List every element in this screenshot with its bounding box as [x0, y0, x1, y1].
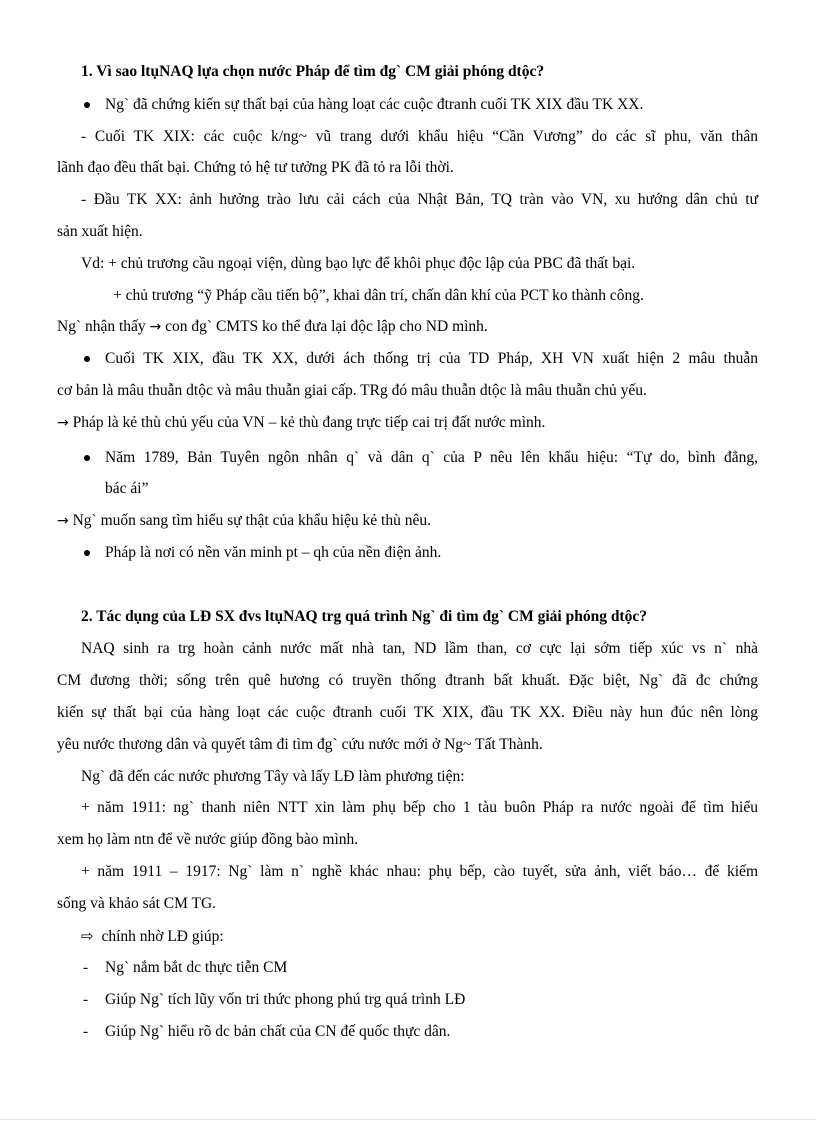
section1-para1-line1: - Cuối TK XIX: các cuộc k/ng~ vũ trang dưới khẩu hiệu “Cần Vương” do các sĩ phu, văn thân — [81, 128, 758, 145]
conclusion2-text: Pháp là kẻ thù chủ yếu của VN – kẻ thù đang trực tiếp cai trị đất nước mình. — [72, 414, 546, 431]
section2-para1-line1: NAQ sinh ra trg hoàn cảnh nước mất nhà tan, ND lầm than, cơ cực lại sớm tiếp xúc vs n` nhà — [81, 640, 758, 657]
section1-example2: + chủ trương “ỹ Pháp cầu tiến bộ”, khai dân trí, chấn dân khí của PCT ko thành công. — [113, 287, 644, 304]
hollow-arrow-right-icon: ⇨ — [81, 927, 94, 945]
bullet-icon — [84, 356, 90, 362]
section1-heading: 1. Vì sao ltụNAQ lựa chọn nước Pháp để tìm đg` CM giải phóng dtộc? — [81, 63, 545, 80]
section2-para4-line1: + năm 1911 – 1917: Ng` làm n` nghề khác nhau: phụ bếp, cào tuyết, sửa ảnh, viết báo… để kiếm — [81, 863, 758, 880]
arrow-line-text: chính nhờ LĐ giúp: — [101, 928, 224, 945]
section2-dash-item1: Ng` nắm bắt dc thực tiễn CM — [105, 959, 288, 976]
section2-para3-line2: xem họ làm ntn để về nước giúp đồng bào mình. — [57, 831, 359, 848]
section1-example1: Vd: + chủ trương cầu ngoại viện, dùng bạo lực để khôi phục độc lập của PBC đã thất bại. — [81, 255, 636, 272]
section1-para2-line1: - Đầu TK XX: ảnh hưởng trào lưu cải cách của Nhật Bản, TQ tràn vào VN, xu hướng dân chủ tư — [81, 191, 758, 208]
section2-para1-line4: yêu nước thương dân và quyết tâm đi tìm đg` cứu nước mới ở Ng~ Tất Thành. — [57, 736, 543, 753]
section1-para1-line2: lãnh đạo đều thất bại. Chứng tỏ hệ tư tưởng PK đã tỏ ra lỗi thời. — [57, 159, 454, 176]
section1-bullet2-line1: Cuối TK XIX, đầu TK XX, dưới ách thống trị của TD Pháp, XH VN xuất hiện 2 mâu thuẫn — [105, 350, 758, 367]
section2-dash-item2: Giúp Ng` tích lũy vốn tri thức phong phú trg quá trình LĐ — [105, 991, 466, 1008]
page-bottom-divider — [0, 1119, 816, 1120]
section2-para4-line2: sống và khảo sát CM TG. — [57, 895, 217, 912]
section2-para3-line1: + năm 1911: ng` thanh niên NTT xin làm phụ bếp cho 1 tàu buôn Pháp ra nước ngoài để tìm hiểu — [81, 799, 758, 816]
bullet-icon — [84, 102, 90, 108]
section1-bullet2-line2: cơ bản là mâu thuẫn dtộc và mâu thuẫn giai cấp. TRg đó mâu thuẫn dtộc là mâu thuẫn chủ yếu. — [57, 382, 647, 399]
dash-marker: - — [83, 959, 89, 976]
section1-conclusion2 — [57, 413, 545, 433]
section1-bullet4: Pháp là nơi có nền văn minh pt – qh của nền điện ảnh. — [105, 544, 442, 561]
arrow-right-icon: → — [149, 319, 162, 335]
bullet-icon — [84, 550, 90, 556]
section2-heading: 2. Tác dụng của LĐ SX đvs ltụNAQ trg quá trình Ng` đi tìm đg` CM giải phóng dtộc? — [81, 608, 647, 625]
section1-conclusion3 — [57, 511, 431, 531]
dash-marker: - — [83, 991, 89, 1008]
section1-bullet3-line2: bác ái” — [105, 480, 149, 497]
section1-conclusion1 — [57, 317, 488, 337]
conclusion1-prefix: Ng` nhận thấy — [57, 318, 146, 335]
section2-para1-line3: kiến sự thất bại của hàng loạt các cuộc đtranh cuối TK XIX, đầu TK XX. Điều này hun đúc nên lòng — [57, 704, 758, 721]
arrow-right-icon: → — [57, 415, 69, 431]
arrow-right-icon: → — [57, 513, 69, 529]
conclusion1-text: con đg` CMTS ko thể đưa lại độc lập cho ND mình. — [165, 318, 488, 335]
section2-dash-item3: Giúp Ng` hiểu rõ dc bản chất của CN đế quốc thực dân. — [105, 1023, 451, 1040]
conclusion3-text: Ng` muốn sang tìm hiểu sự thật của khẩu hiệu kẻ thù nêu. — [72, 512, 431, 529]
section2-arrow-line — [81, 926, 224, 947]
bullet-icon — [84, 455, 90, 461]
dash-marker: - — [83, 1023, 89, 1040]
section2-para2: Ng` đã đến các nước phương Tây và lấy LĐ làm phương tiện: — [81, 768, 465, 785]
section2-para1-line2: CM đương thời; sống trên quê hương có truyền thống đtranh bất khuất. Đặc biệt, Ng` đã đc chứng — [57, 672, 758, 689]
section1-bullet1: Ng` đã chứng kiến sự thất bại của hàng loạt các cuộc đtranh cuối TK XIX đầu TK XX. — [105, 96, 644, 113]
section1-bullet3-line1: Năm 1789, Bản Tuyên ngôn nhân q` và dân q` của P nêu lên khẩu hiệu: “Tự do, bình đẳng, — [105, 449, 758, 466]
section1-para2-line2: sản xuất hiện. — [57, 223, 143, 240]
